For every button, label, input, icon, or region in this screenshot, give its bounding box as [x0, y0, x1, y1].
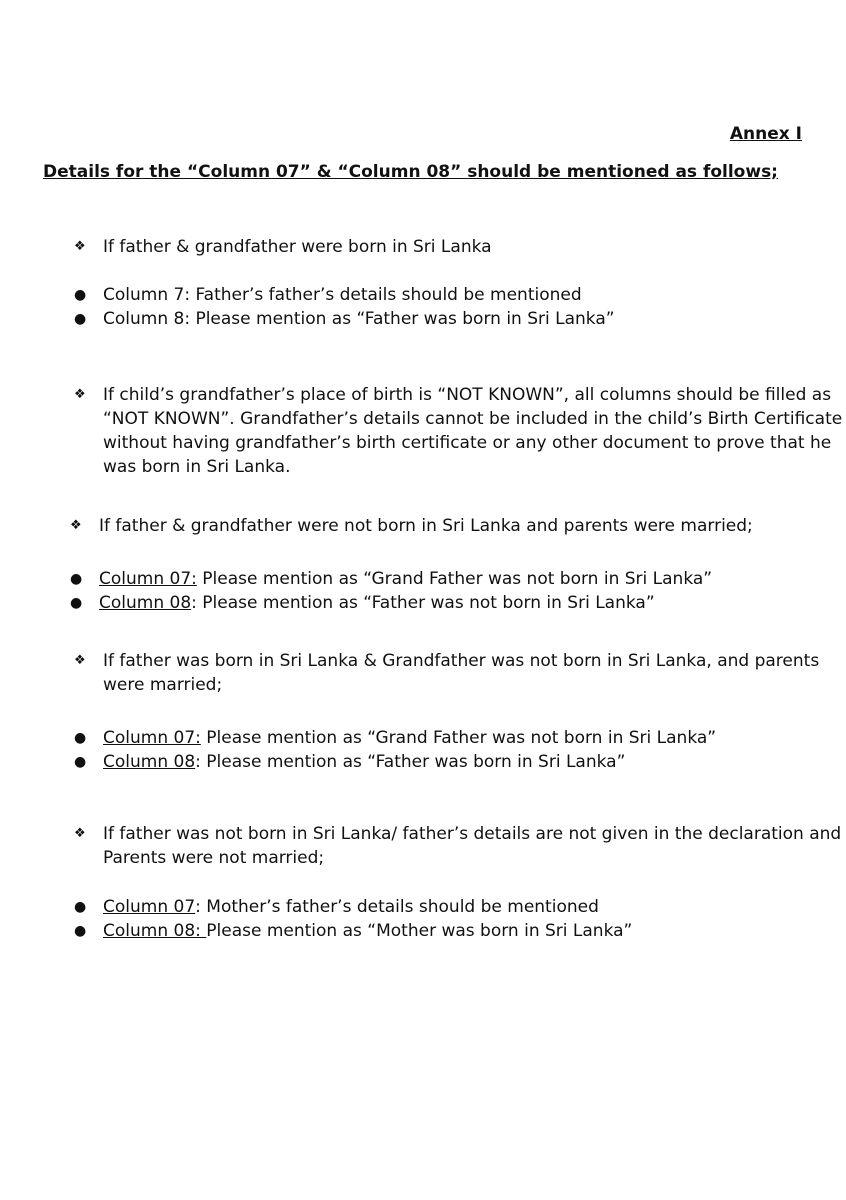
- column-instruction: : Please mention as “Father was not born in Sri Lanka”: [191, 593, 655, 613]
- condition-text-line: was born in Sri Lanka.: [103, 457, 291, 477]
- condition-text-line: “NOT KNOWN”. Grandfather’s details cannot be included in the child’s Birth Certificate: [103, 409, 843, 429]
- column-label: Column 7: [103, 285, 185, 305]
- column-instruction: Please mention as “Grand Father was not born in Sri Lanka”: [200, 728, 717, 748]
- column-label: Column 08: [99, 593, 192, 613]
- column-label: Column 07:: [99, 569, 197, 589]
- column-instruction: : Please mention as “Father was born in Sri Lanka”: [184, 309, 615, 329]
- condition-text: If father & grandfather were not born in Sri Lanka and parents were married;: [99, 516, 753, 536]
- bullet-icon: ●: [70, 571, 83, 587]
- condition-text-line: Parents were not married;: [103, 848, 325, 868]
- bullet-icon: ●: [74, 899, 87, 915]
- bullet-icon: ●: [74, 311, 87, 327]
- list-item: [99, 567, 712, 591]
- column-instruction: : Father’s father’s details should be mentioned: [184, 285, 582, 305]
- condition-text-line: If father was not born in Sri Lanka/ father’s details are not given in the declaration and: [103, 824, 842, 844]
- bullet-icon: ●: [74, 730, 87, 746]
- bullet-icon: ●: [74, 923, 87, 939]
- diamond-bullet-icon: ❖: [74, 239, 86, 254]
- bullet-icon: ●: [70, 595, 83, 611]
- column-label: Column 07:: [103, 728, 201, 748]
- column-label: Column 08:: [103, 921, 207, 941]
- list-item: [99, 591, 655, 615]
- diamond-bullet-icon: ❖: [70, 518, 82, 533]
- list-item: [103, 919, 632, 943]
- diamond-bullet-icon: ❖: [74, 653, 86, 668]
- condition-text-line: If father was born in Sri Lanka & Grandfather was not born in Sri Lanka, and parents: [103, 651, 820, 671]
- bullet-icon: ●: [74, 754, 87, 770]
- column-label: Column 8: [103, 309, 185, 329]
- condition-text-line: were married;: [103, 675, 223, 695]
- bullet-icon: ●: [74, 287, 87, 303]
- condition-text: If father & grandfather were born in Sri Lanka: [103, 237, 492, 257]
- column-label: Column 07: [103, 897, 196, 917]
- list-item: [103, 283, 582, 307]
- diamond-bullet-icon: ❖: [74, 826, 86, 841]
- page-heading: Details for the “Column 07” & “Column 08” should be mentioned as follows;: [43, 162, 778, 182]
- diamond-bullet-icon: ❖: [74, 387, 86, 402]
- column-instruction: Please mention as “Grand Father was not born in Sri Lanka”: [196, 569, 713, 589]
- condition-text-line: without having grandfather’s birth certificate or any other document to prove that he: [103, 433, 832, 453]
- list-item: [103, 726, 716, 750]
- column-instruction: : Mother’s father’s details should be mentioned: [195, 897, 599, 917]
- condition-text-line: If child’s grandfather’s place of birth is “NOT KNOWN”, all columns should be filled as: [103, 385, 832, 405]
- annex-label: Annex I: [729, 124, 802, 144]
- list-item: [103, 895, 599, 919]
- column-instruction: : Please mention as “Father was born in Sri Lanka”: [195, 752, 626, 772]
- column-instruction: Please mention as “Mother was born in Sri Lanka”: [206, 921, 633, 941]
- list-item: [103, 307, 615, 331]
- column-label: Column 08: [103, 752, 196, 772]
- list-item: [103, 750, 625, 774]
